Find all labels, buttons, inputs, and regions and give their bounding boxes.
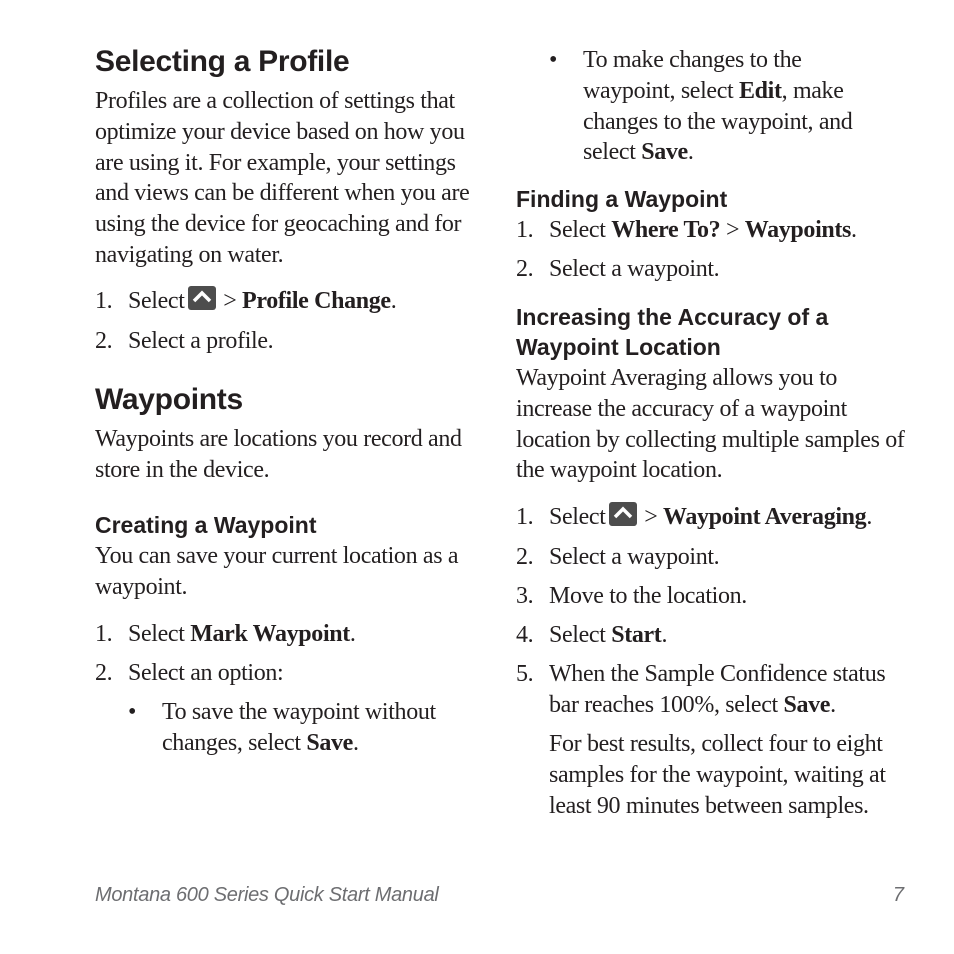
menu-option-waypoints: Waypoints xyxy=(744,217,852,243)
title-line: Waypoint Location xyxy=(516,334,721,360)
bullet-punct: . xyxy=(352,729,359,756)
step-text: Select an option: xyxy=(128,660,284,686)
bullet-punct: . xyxy=(687,139,694,166)
list-item xyxy=(95,619,485,650)
step-number: 2. xyxy=(516,544,534,570)
bullet-item xyxy=(95,697,445,759)
menu-option-mark-waypoint: Mark Waypoint xyxy=(190,621,350,647)
list-item xyxy=(516,620,916,651)
waypoints-intro: Waypoints are locations you record and store in the device. xyxy=(95,426,462,483)
bullet-dot: • xyxy=(549,47,558,73)
step-separator: > xyxy=(725,217,740,243)
list-item xyxy=(95,326,485,357)
step-text: Select xyxy=(549,504,606,530)
step-punct: . xyxy=(866,504,872,530)
menu-option-start: Start xyxy=(611,622,662,648)
step-text: When the Sample Confidence status bar reaches 100%, select xyxy=(549,661,886,718)
menu-option-edit: Edit xyxy=(739,77,782,104)
step-number: 1. xyxy=(95,288,113,314)
list-item xyxy=(516,254,916,285)
menu-option-where-to: Where To? xyxy=(611,217,721,243)
list-item xyxy=(516,502,916,533)
step-punct: . xyxy=(851,217,857,243)
list-item xyxy=(95,286,485,317)
menu-option-save: Save xyxy=(783,691,831,718)
list-item xyxy=(516,215,916,246)
accuracy-intro: Waypoint Averaging allows you to increase the accuracy of a waypoint location by collecting multiple samples of the waypoint location. xyxy=(516,365,905,484)
subsection-title-creating-waypoint: Creating a Waypoint xyxy=(95,512,317,538)
menu-icon xyxy=(609,502,637,526)
selecting-profile-intro: Profiles are a collection of settings that optimize your device based on how you are using it. For example, your settings and views can be different when you are using the device for geocaching and for navigating on water. xyxy=(95,88,470,268)
step-text: Select a waypoint. xyxy=(549,256,720,282)
list-item xyxy=(516,659,911,721)
bullet-text: To save the waypoint without changes, select xyxy=(162,699,436,756)
step-punct: . xyxy=(349,621,356,647)
menu-option-save: Save xyxy=(306,729,353,756)
step-text: Select xyxy=(549,622,606,648)
step-number: 3. xyxy=(516,583,534,609)
step-number: 2. xyxy=(95,660,113,686)
step-number: 2. xyxy=(95,328,113,354)
creating-waypoint-intro: You can save your current location as a waypoint. xyxy=(95,543,459,600)
step-separator: > xyxy=(644,504,658,530)
step-text: Select xyxy=(128,621,185,647)
step-punct: . xyxy=(390,288,397,314)
step-text: Select xyxy=(128,288,185,314)
step-text: Select a profile. xyxy=(128,328,274,354)
step-punct: . xyxy=(830,691,836,718)
step-number: 1. xyxy=(95,621,113,647)
list-item xyxy=(516,542,916,573)
bullet-text: , make changes to the waypoint, and select xyxy=(583,77,853,166)
list-item xyxy=(516,581,916,612)
menu-icon xyxy=(188,286,216,310)
step-separator: > xyxy=(223,288,237,314)
step-number: 2. xyxy=(516,256,534,282)
step-punct: . xyxy=(661,622,668,648)
step-number: 1. xyxy=(516,504,534,530)
step-text: Select xyxy=(549,217,606,243)
menu-option-profile-change: Profile Change xyxy=(242,288,391,314)
section-title-waypoints: Waypoints xyxy=(95,383,243,416)
accuracy-note: For best results, collect four to eight samples for the waypoint, waiting at least 90 minutes between samples. xyxy=(549,731,886,819)
page-number: 7 xyxy=(892,884,904,906)
title-line: Increasing the Accuracy of a xyxy=(516,304,829,330)
bullet-dot: • xyxy=(128,699,137,725)
step-number: 1. xyxy=(516,217,534,243)
footer-manual-title: Montana 600 Series Quick Start Manual xyxy=(95,884,439,906)
list-item xyxy=(95,658,485,689)
bullet-item xyxy=(516,45,866,168)
bullet-text: To make changes to the waypoint, select xyxy=(583,47,802,104)
menu-option-waypoint-averaging: Waypoint Averaging xyxy=(663,504,867,530)
subsection-title-finding-waypoint: Finding a Waypoint xyxy=(516,186,728,212)
step-text: Select a waypoint. xyxy=(549,544,720,570)
step-number: 4. xyxy=(516,622,534,648)
step-text: Move to the location. xyxy=(549,583,747,609)
step-number: 5. xyxy=(516,661,534,687)
subsection-title-accuracy xyxy=(516,302,916,362)
section-title-selecting-profile: Selecting a Profile xyxy=(95,45,350,78)
menu-option-save: Save xyxy=(641,139,688,166)
